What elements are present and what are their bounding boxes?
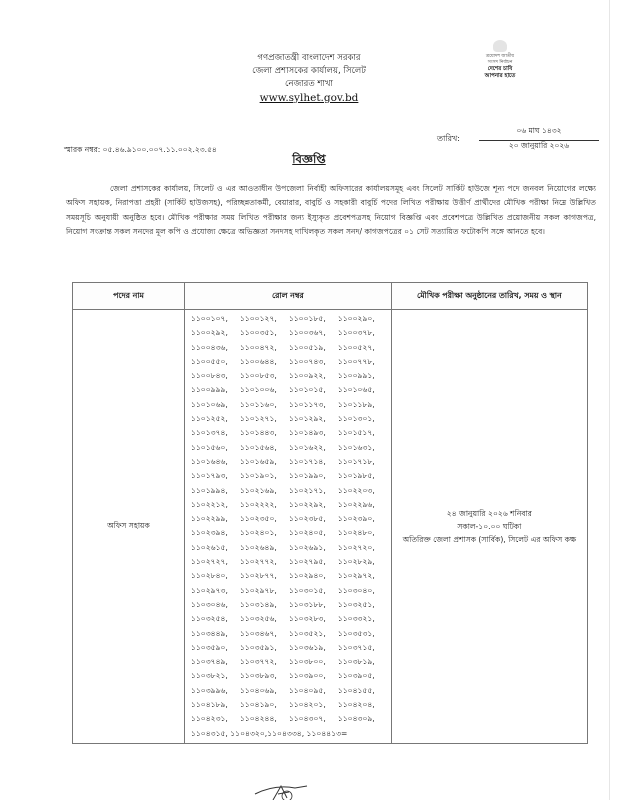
roll-number: ১১০২৬৯১,: [288, 542, 326, 552]
roll-number: ১১০২৭৯৫,: [288, 557, 326, 567]
viva-time: সকাল-১০.০০ ঘটিকা: [457, 521, 522, 531]
roll-number: ১১০১০০৬,: [239, 385, 277, 395]
roll-number: ১১০১১৭৩,: [288, 399, 326, 409]
roll-number: ১১০২২২২,: [239, 499, 277, 509]
roll-number: ১১০০১২৭,: [239, 314, 277, 323]
roll-number: ১১০৪১৮৯,: [190, 700, 228, 710]
header-post-name: পদের নাম: [73, 283, 185, 310]
roll-number: ১১০১৬২২,: [288, 442, 326, 452]
roll-number: ১১০২৭৭২,: [239, 557, 277, 567]
roll-number: ১১০৩৫৩১,: [337, 628, 375, 638]
roll-number: ১১০৩৮১৯,: [337, 657, 375, 667]
roll-number: ১১০০৫২৭,: [337, 342, 375, 352]
roll-number: ১১০০৮৫৩,: [239, 371, 277, 381]
roll-number-grid: [191, 312, 387, 727]
roll-number: ১১০২২৯৬,: [337, 499, 375, 509]
roll-number: ১১০৪২৩১,: [190, 714, 228, 724]
signature-icon: [245, 780, 335, 800]
roll-number: ১১০৩২৫১,: [337, 599, 375, 609]
roll-number: ১১০২৬৪৯,: [239, 542, 277, 552]
roll-number: ১১০৩৬১৯,: [288, 642, 326, 652]
roll-number: ১১০০৪৭২,: [239, 342, 277, 352]
roll-number: ১১০১৭৯৩,: [190, 471, 228, 481]
roll-number: ১১০২২১২,: [190, 499, 228, 509]
roll-number: ১১০৩৩২১,: [337, 614, 375, 624]
roll-number: ১১০৪০৯৫,: [288, 685, 326, 695]
roll-number: ১১০১৯৮৫,: [337, 471, 375, 481]
roll-number: ১১০২৮৪০,: [190, 571, 228, 581]
roll-number: ১১০০৪৩৬,: [190, 342, 228, 352]
table-row: [73, 310, 588, 744]
roll-number: ১১০২৩৫০,: [239, 514, 277, 524]
roll-number: ১১০১৭১৮,: [337, 456, 375, 466]
roll-number: ১১০১৯০১,: [239, 471, 277, 481]
roll-number: ১১০২৪০৫,: [288, 528, 326, 538]
roll-number: ১১০৪২৪৪,: [239, 714, 277, 724]
roll-number: ১১০১০৬৯,: [190, 399, 228, 409]
roll-number: ১১০০৬৪৪,: [239, 356, 277, 366]
roll-number: ১১০৪৩০৯,: [337, 714, 375, 724]
roll-number: ১১০১২৫২,: [190, 414, 228, 424]
roll-number: ১১০২২০৩,: [337, 485, 375, 495]
roll-number: ১১০১৭১৪,: [288, 456, 326, 466]
roll-number: ১১০৩৮০০,: [288, 657, 326, 667]
roll-number: ১১০৪৩০৭,: [288, 714, 326, 724]
roll-number: ১১০৩০৪০,: [337, 585, 375, 595]
roll-number: ১১০১৬৪৬,: [190, 456, 228, 466]
roll-number: ১১০৩১৪৯,: [239, 599, 277, 609]
roll-number: ১১০২৪০১,: [239, 528, 277, 538]
roll-number: ১১০০৩৭৮,: [337, 328, 375, 338]
roll-number: ১১০৩২৫৬,: [239, 614, 277, 624]
roll-number: ১১০০১০৭,: [190, 314, 228, 323]
page-edge: [609, 0, 610, 800]
roll-number: ১১০৩৫৯১,: [239, 642, 277, 652]
header-line-office: জেলা প্রশাসকের কার্যালয়, সিলেট: [252, 66, 366, 76]
roll-number: ১১০০২৯০,: [337, 314, 375, 323]
roll-number: ১১০১০১৫,: [288, 385, 326, 395]
roll-number: ১১০১৫৬৪,: [239, 442, 277, 452]
roll-number: ১১০১২৭১,: [239, 414, 277, 424]
header-viva-schedule: মৌখিক পরীক্ষা অনুষ্ঠানের তারিখ, সময় ও স্থান: [391, 283, 587, 310]
roll-number: ১১০০১৮৫,: [288, 314, 326, 323]
roll-number: ১১০২৮৭৭,: [239, 571, 277, 581]
roll-number: ১১০৩২৮৩,: [288, 614, 326, 624]
roll-numbers-cell: [184, 310, 391, 744]
roll-number: ১১০৩৪৬৭,: [239, 628, 277, 638]
header-roll-number: রোল নম্বর: [184, 283, 391, 310]
logo-line: ত্রয়োদশ জাতীয়: [485, 54, 515, 59]
roll-number: ১১০২৮২৯,: [337, 557, 375, 567]
roll-number: ১১০০৩৫১,: [239, 328, 277, 338]
roll-number: ১১০০৭৭৮,: [337, 356, 375, 366]
roll-number: ১১০৩৯৯৬,: [190, 685, 228, 695]
roll-number: ১১০২৯৭৮,: [239, 585, 277, 595]
roll-number: ১১০২৬১৫,: [190, 542, 228, 552]
viva-date: ২৪ জানুয়ারি ২০২৬ শনিবার: [446, 508, 532, 518]
roll-number: ১১০২৯৭২,: [337, 571, 375, 581]
header-line-government: গণপ্রজাতন্ত্রী বাংলাদেশ সরকার: [257, 53, 361, 63]
roll-number: ১১০৩৪৪৯,: [190, 628, 228, 638]
roll-number: ১১০৪২০১,: [288, 700, 326, 710]
logo-slogan: আপনার হাতে: [484, 73, 516, 79]
roll-number: ১১০২৩৯৪,: [190, 528, 228, 538]
roll-number: ১১০৩০৪৬,: [190, 599, 228, 609]
roll-number: ১১০৩৮২১,: [190, 671, 228, 681]
roll-number: ১১০৩৫৯০,: [190, 642, 228, 652]
logo-slogan: দেশের চাবি: [487, 66, 513, 72]
roll-number: ১১০২৩৯০,: [337, 514, 375, 524]
roll-number: ১১০৩৯০৫,: [337, 671, 375, 681]
roll-number: ১১০০৯৯১,: [337, 371, 375, 381]
logo-line: সংসদ নির্বাচন: [487, 60, 513, 65]
roll-number: ১১০৩৯০০,: [288, 671, 326, 681]
roll-number: ১১০০৯২২,: [288, 371, 326, 381]
viva-schedule-cell: [391, 310, 587, 744]
roll-number: ১১০৩৫২১,: [288, 628, 326, 638]
memo-number: স্মারক নম্বর: ০৫.৪৬.৯১০০.০০৭.১১.০০২.২৩.৫৪: [64, 145, 217, 154]
notice-body: জেলা প্রশাসকের কার্যালয়, সিলেট ও এর আওতাধীন উপজেলা নির্বাহী অফিসারের কার্যালয়সমূহ এবং সিলেট সার্কিট হাউজে শূন্য পদে জনবল নিয়োগের লক্ষ্যে অফিস সহায়ক, নিরাপত্তা প্রহরী (সার্কিট হাউজসহ), পরিচ্ছন্নতাকর্মী, বেয়ারার, বাবুর্চি ও সহকারী বাবুর্চি পদের লিখিত পরীক্ষায় উত্তীর্ণ প্রার্থীদের মৌখিক পরীক্ষা নিম্নে উল্লিখিত সময়সূচি অনুযায়ী অনুষ্ঠিত হবে। মৌখিক পরীক্ষার সময় লিখিত পরীক্ষার জন্য ইস্যুকৃত প্রবেশপত্রসহ নিয়োগ বিজ্ঞপ্তি এবং প্রবেশপত্রে উল্লিখিত প্রয়োজনীয় সকল কাগজপত্র, নিয়োগ সংক্রান্ত সকল সনদের মূল কপি ও প্রযোজ্য ক্ষেত্রে অভিজ্ঞতা সনদসহ দাখিলকৃত সকল সনদ/ কাগজপত্রের ০১ সেট সত্যায়িত ফটোকপি সঙ্গে আনতে হবে।: [66, 184, 596, 236]
roll-number: ১১০২১৬৯,: [239, 485, 277, 495]
roll-number: ১১০১৯৯৪,: [190, 485, 228, 495]
roll-number: ১১০১৬৫৯,: [239, 456, 277, 466]
roll-number: ১১০৩০১৫,: [288, 585, 326, 595]
roll-number: ১১০১১৬০,: [239, 399, 277, 409]
roll-number: ১১০৩৮৯৩,: [239, 671, 277, 681]
roll-number: ১১০৪২০৪,: [337, 700, 375, 710]
roll-number: ১১০৩১৮৮,: [288, 599, 326, 609]
roll-number: ১১০১৬৩১,: [337, 442, 375, 452]
roll-number: ১১০১৫৬০,: [190, 442, 228, 452]
roll-number: ১১০০৩৬৭,: [288, 328, 326, 338]
roll-number: ১১০২১৭১,: [288, 485, 326, 495]
table-header-row: [73, 283, 588, 310]
date-bangla: ০৬ মাঘ ১৪৩২: [479, 126, 599, 141]
roll-number: ১১০২৯৭৩,: [190, 585, 228, 595]
roll-number: ১১০৩৭১৫,: [337, 642, 375, 652]
roll-number: ১১০১২৯২,: [288, 414, 326, 424]
roll-number: ১১০২৪৮০,: [337, 528, 375, 538]
roll-number: ১১০১৩০১,: [337, 414, 375, 424]
roll-number: ১১০০২৯২,: [190, 328, 228, 338]
viva-venue: অতিরিক্ত জেলা প্রশাসক (সার্বিক), সিলেট এর অফিস কক্ষ: [402, 534, 577, 544]
roll-number: ১১০২৯৪০,: [288, 571, 326, 581]
roll-number: ১১০২৭২০,: [337, 542, 375, 552]
roll-number: ১১০০৯৯৯,: [190, 385, 228, 395]
roll-number: ১১০১৯৯০,: [288, 471, 326, 481]
roll-number: ১১০২৭২৭,: [190, 557, 228, 567]
interview-schedule-table: [72, 282, 588, 744]
election-logo: [470, 40, 530, 80]
roll-number: ১১০০৭৪৩,: [288, 356, 326, 366]
roll-number: ১১০১১৮৯,: [337, 399, 375, 409]
roll-number: ১১০৩২৫৪,: [190, 614, 228, 624]
roll-number: ১১০৪১৯০,: [239, 700, 277, 710]
post-name-cell: অফিস সহায়ক: [73, 310, 185, 744]
emblem-icon: [493, 40, 507, 52]
website-link[interactable]: www.sylhet.gov.bd: [259, 92, 359, 104]
roll-number: ১১০২২৯২,: [288, 499, 326, 509]
roll-number: ১১০৪০৬৯,: [239, 685, 277, 695]
roll-number: ১১০৪১৫৫,: [337, 685, 375, 695]
roll-number-last-line: ১১০৪৩১৫, ১১০৪৩২০,১১০৪৩৩৪, ১১০৪৪১৩=: [190, 728, 348, 738]
roll-number: ১১০৩৭৭২,: [239, 657, 277, 667]
date-gregorian: ২০ জানুয়ারি ২০২৬: [508, 141, 570, 150]
roll-number: ১১০১০৬৫,: [337, 385, 375, 395]
notice-title: বিজ্ঞপ্তি: [292, 152, 326, 166]
roll-number: ১১০১৪৪৩,: [239, 428, 277, 438]
header-line-section: নেজারত শাখা: [285, 79, 333, 89]
roll-number: ১১০০৫১৯,: [288, 342, 326, 352]
roll-number: ১১০০৫৫০,: [190, 356, 228, 366]
roll-number: ১১০৩৭৪৯,: [190, 657, 228, 667]
roll-number: ১১০২২৯৯,: [190, 514, 228, 524]
roll-number: ১১০২৩৮৫,: [288, 514, 326, 524]
date-label: তারিখ:: [437, 134, 460, 143]
roll-number: ১১০১৪৯৩,: [288, 428, 326, 438]
roll-number: ১১০১৫১৭,: [337, 428, 375, 438]
roll-number: ১১০০৮৪৩,: [190, 371, 228, 381]
roll-number: ১১০১৩৭৪,: [190, 428, 228, 438]
